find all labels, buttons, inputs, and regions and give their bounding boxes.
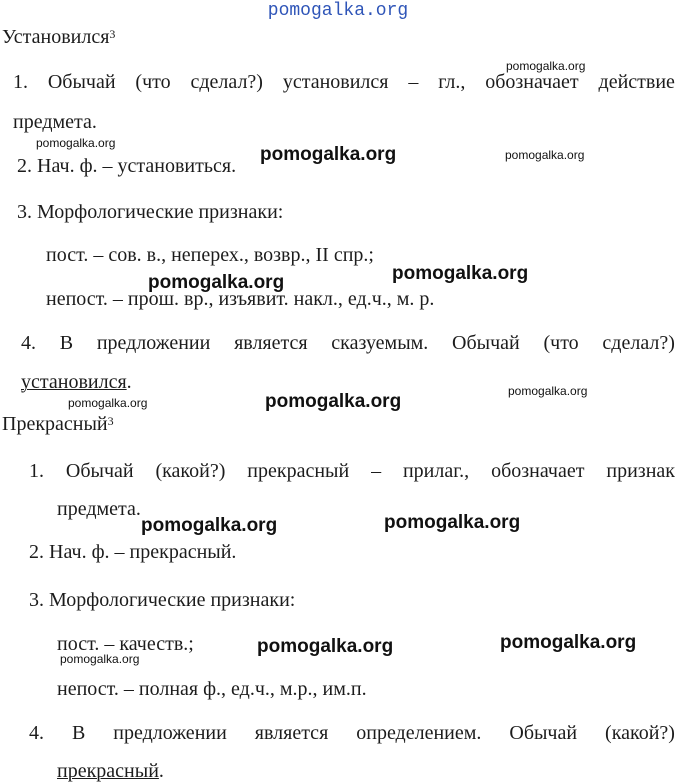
word: обозначает	[485, 71, 579, 93]
s2-item4-line2	[57, 759, 164, 783]
watermark-small: pomogalka.org	[36, 136, 116, 150]
s1-item2: 2. Нач. ф. – установиться.	[17, 155, 237, 177]
word: признак	[606, 460, 675, 482]
word: Обычай	[452, 332, 520, 354]
watermark-small: pomogalka.org	[506, 59, 586, 73]
watermark-small: pomogalka.org	[505, 148, 585, 162]
s1-item1-line1	[13, 70, 675, 94]
s2-item1-line1	[29, 459, 675, 483]
underlined-attribute: прекрасный	[57, 760, 159, 782]
heading-text: Установился	[2, 26, 110, 48]
word: Обычай	[509, 722, 578, 744]
period: .	[126, 371, 132, 393]
item-number: 1.	[13, 71, 28, 93]
watermark-large: pomogalka.org	[257, 636, 394, 657]
section-heading-ustanovilsya	[2, 25, 115, 49]
s1-item3-variable: непост. – прош. вр., изъявит. накл., ед.ч., м. р.	[46, 288, 435, 310]
heading-text: Прекрасный	[2, 413, 108, 435]
watermark-small: pomogalka.org	[508, 384, 588, 398]
s2-item2: 2. Нач. ф. – прекрасный.	[29, 541, 237, 563]
word: определением.	[356, 722, 482, 744]
word: действие	[598, 71, 675, 93]
word: предложении	[96, 332, 211, 354]
section-heading-prekrasny	[2, 412, 114, 436]
word: 1.	[29, 460, 44, 482]
watermark-large: pomogalka.org	[384, 512, 521, 533]
word: прилаг.,	[402, 460, 470, 482]
word: сказуемым.	[331, 332, 429, 354]
word: является	[254, 722, 329, 744]
word: предложении	[113, 722, 227, 744]
word: (что	[543, 332, 579, 354]
watermark-large: pomogalka.org	[141, 515, 278, 536]
heading-superscript: 3	[109, 27, 116, 41]
heading-superscript: 3	[107, 414, 114, 428]
word: установился	[282, 71, 389, 93]
word: сделал?)	[190, 71, 263, 93]
watermark-large: pomogalka.org	[500, 632, 637, 653]
watermark-large: pomogalka.org	[260, 144, 397, 165]
period: .	[158, 760, 164, 782]
underlined-predicate: установился	[21, 371, 127, 393]
word: гл.,	[438, 71, 466, 93]
word: обозначает	[491, 460, 585, 482]
watermark-large: pomogalka.org	[265, 391, 402, 412]
word: В	[59, 332, 74, 354]
word: –	[371, 460, 382, 482]
watermark-large: pomogalka.org	[392, 263, 529, 284]
watermark-large: pomogalka.org	[148, 272, 285, 293]
word: (что	[135, 71, 171, 93]
word: (какой?)	[605, 722, 675, 744]
s2-item4-line1	[29, 721, 675, 745]
word: является	[234, 332, 308, 354]
s1-item1-line2: предмета.	[13, 111, 97, 133]
word: (какой?)	[155, 460, 226, 482]
top-watermark: pomogalka.org	[267, 1, 409, 21]
s1-item4-line2	[21, 370, 132, 394]
word: Обычай	[47, 71, 116, 93]
s1-item4-line1	[21, 331, 675, 355]
word: –	[408, 71, 419, 93]
word: прекрасный	[247, 460, 350, 482]
s2-item3-variable: непост. – полная ф., ед.ч., м.р., им.п.	[57, 678, 367, 700]
word: сделал?)	[602, 332, 675, 354]
s1-item3: 3. Морфологические признаки:	[17, 201, 284, 223]
s2-item3: 3. Морфологические признаки:	[29, 589, 296, 611]
s2-item3-constant: пост. – качеств.;	[57, 633, 194, 655]
word: 4.	[29, 722, 44, 744]
word: В	[71, 722, 86, 744]
word: 4.	[21, 332, 36, 354]
word: Обычай	[65, 460, 134, 482]
s2-item1-line2: предмета.	[57, 498, 141, 520]
watermark-small: pomogalka.org	[60, 652, 140, 666]
watermark-small: pomogalka.org	[68, 396, 148, 410]
s1-item3-constant: пост. – сов. в., неперех., возвр., II спр.;	[46, 244, 374, 266]
